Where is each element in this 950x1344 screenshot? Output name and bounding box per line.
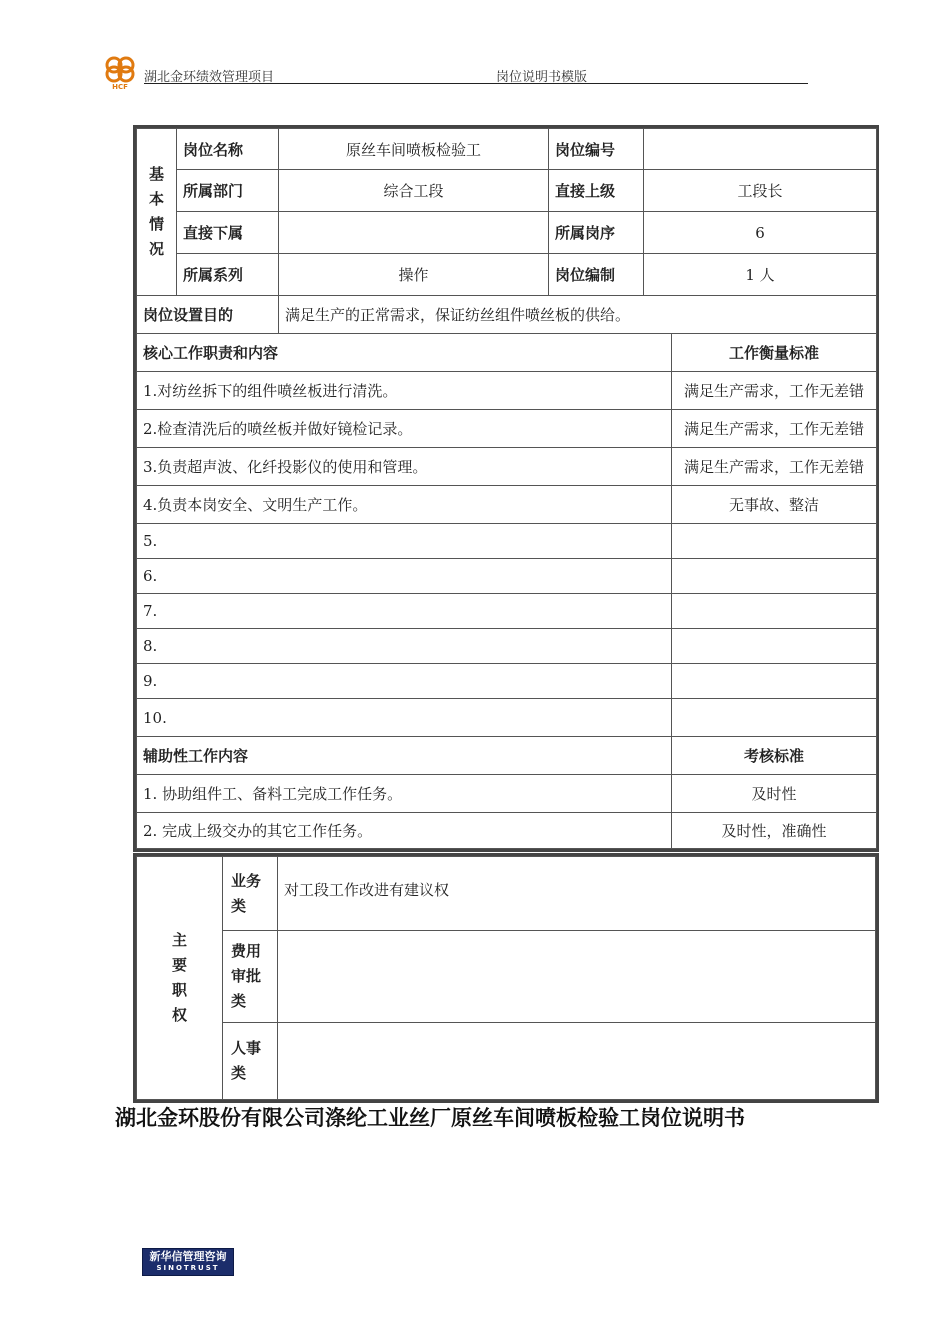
authority-text <box>278 931 876 1023</box>
table-row <box>137 664 877 699</box>
table-row <box>137 486 877 524</box>
authority-text <box>278 1023 876 1100</box>
purpose-row <box>137 296 877 334</box>
table-row <box>137 524 877 559</box>
core-standard-header: 工作衡量标准 <box>672 334 877 372</box>
core-duty-text: 10. <box>137 699 672 737</box>
document-type: 岗位说明书模版 <box>496 70 588 85</box>
job-title-label: 岗位名称 <box>177 129 279 170</box>
core-duty-standard: 满足生产需求，工作无差错 <box>672 410 877 448</box>
aux-duty-standard: 及时性，准确性 <box>672 813 877 849</box>
basic-row <box>137 212 877 254</box>
document-title: 湖北金环股份有限公司涤纶工业丝厂原丝车间喷板检验工岗位说明书 <box>115 1106 745 1130</box>
department-value: 综合工段 <box>279 170 549 212</box>
basic-section-label: 基 本 情 况 <box>137 129 177 296</box>
authority-grid <box>136 856 876 1100</box>
aux-standard-header: 考核标准 <box>672 737 877 775</box>
core-duty-text: 8. <box>137 629 672 664</box>
table-row <box>137 559 877 594</box>
authority-table <box>133 853 879 1103</box>
authority-text: 对工段工作改进有建议权 <box>278 857 876 931</box>
core-duty-text: 6. <box>137 559 672 594</box>
core-duty-text: 4.负责本岗安全、文明生产工作。 <box>137 486 672 524</box>
table-row <box>137 775 877 813</box>
table-row <box>137 448 877 486</box>
headcount-label: 岗位编制 <box>549 254 644 296</box>
core-duty-text: 3.负责超声波、化纤投影仪的使用和管理。 <box>137 448 672 486</box>
job-rank-label: 所属岗序 <box>549 212 644 254</box>
aux-duties-header: 辅助性工作内容 <box>137 737 672 775</box>
purpose-label: 岗位设置目的 <box>137 296 279 334</box>
aux-header-row <box>137 737 877 775</box>
project-name: 湖北金环绩效管理项目 <box>144 70 275 85</box>
job-description-table <box>133 125 879 852</box>
core-duty-text: 7. <box>137 594 672 629</box>
authority-row <box>137 931 876 1023</box>
core-duty-text: 9. <box>137 664 672 699</box>
core-duty-standard <box>672 559 877 594</box>
job-rank-value: 6 <box>644 212 877 254</box>
core-duty-standard <box>672 664 877 699</box>
core-duty-text: 5. <box>137 524 672 559</box>
core-duty-standard: 无事故、整洁 <box>672 486 877 524</box>
main-table <box>136 128 877 849</box>
brand-en: SINOTRUST <box>156 1264 220 1272</box>
subordinate-value <box>279 212 549 254</box>
authority-row <box>137 1023 876 1100</box>
authority-section-label: 主 要 职 权 <box>137 857 223 1100</box>
header-rule <box>144 83 808 84</box>
table-row <box>137 629 877 664</box>
brand-cn: 新华信管理咨询 <box>149 1250 227 1263</box>
subordinate-label: 直接下属 <box>177 212 279 254</box>
company-logo <box>100 54 140 90</box>
job-code-label: 岗位编号 <box>549 129 644 170</box>
table-row <box>137 372 877 410</box>
authority-category: 人事类 <box>223 1023 278 1100</box>
headcount-value: 1 人 <box>644 254 877 296</box>
authority-row <box>137 857 876 931</box>
core-duty-standard: 满足生产需求，工作无差错 <box>672 372 877 410</box>
svg-text:HCF: HCF <box>112 83 128 90</box>
basic-row <box>137 129 877 170</box>
core-duty-standard: 满足生产需求，工作无差错 <box>672 448 877 486</box>
supervisor-value: 工段长 <box>644 170 877 212</box>
basic-row <box>137 254 877 296</box>
consultancy-logo <box>142 1248 234 1276</box>
core-duty-text: 2.检查清洗后的喷丝板并做好镜检记录。 <box>137 410 672 448</box>
series-value: 操作 <box>279 254 549 296</box>
purpose-text: 满足生产的正常需求，保证纺丝组件喷丝板的供给。 <box>279 296 877 334</box>
department-label: 所属部门 <box>177 170 279 212</box>
aux-duty-text: 1. 协助组件工、备料工完成工作任务。 <box>137 775 672 813</box>
job-title-value: 原丝车间喷板检验工 <box>279 129 549 170</box>
table-row <box>137 410 877 448</box>
core-duty-text: 1.对纺丝拆下的组件喷丝板进行清洗。 <box>137 372 672 410</box>
page-header <box>100 52 808 92</box>
core-duties-header: 核心工作职责和内容 <box>137 334 672 372</box>
series-label: 所属系列 <box>177 254 279 296</box>
core-header-row <box>137 334 877 372</box>
authority-category: 业务类 <box>223 857 278 931</box>
authority-category: 费用审批类 <box>223 931 278 1023</box>
basic-row <box>137 170 877 212</box>
job-code-value <box>644 129 877 170</box>
core-duty-standard <box>672 699 877 737</box>
core-duty-standard <box>672 629 877 664</box>
table-row <box>137 594 877 629</box>
aux-duty-text: 2. 完成上级交办的其它工作任务。 <box>137 813 672 849</box>
core-duty-standard <box>672 594 877 629</box>
aux-duty-standard: 及时性 <box>672 775 877 813</box>
supervisor-label: 直接上级 <box>549 170 644 212</box>
core-duty-standard <box>672 524 877 559</box>
table-row <box>137 813 877 849</box>
table-row <box>137 699 877 737</box>
